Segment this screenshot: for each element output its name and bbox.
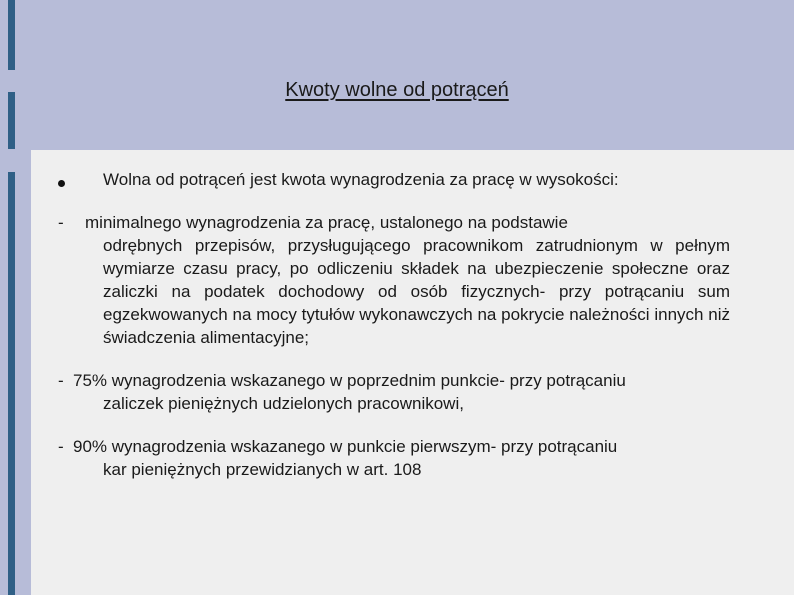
bullet-dot-icon	[58, 180, 65, 187]
intro-text: Wolna od potrąceń jest kwota wynagrodzenia za pracę w wysokości:	[103, 170, 619, 189]
dash-marker: -	[58, 213, 64, 232]
list-item-first-line: 75% wynagrodzenia wskazanego w poprzednim punkcie- przy potrącaniu	[73, 371, 626, 390]
list-item-text: zaliczek pieniężnych udzielonych pracownikowi,	[103, 394, 464, 413]
list-item	[58, 369, 730, 415]
list-item-first-line: minimalnego wynagrodzenia za pracę, ustalonego na podstawie	[85, 213, 568, 232]
list-item-text: kar pieniężnych przewidzianych w art. 108	[103, 460, 422, 479]
list-item	[58, 211, 730, 349]
list-item	[58, 435, 730, 481]
slide-title: Kwoty wolne od potrąceń	[285, 79, 509, 101]
list-item-text: odrębnych przepisów, przysługującego pracownikom zatrudnionym w pełnym wymiarze czasu pracy, po odliczeniu składek na ubezpieczenie społeczne oraz zaliczki na podatek dochodowy od osób fizycznych- przy potrącaniu sum egzekwowanych na mocy tytułów wykonawczych na pokrycie należności innych niż świadczenia alimentacyjne;	[103, 236, 730, 347]
accent-bar-bottom	[8, 172, 15, 595]
accent-bar-top	[8, 0, 15, 70]
dash-marker: -	[58, 371, 64, 390]
list-item-first-line: 90% wynagrodzenia wskazanego w punkcie pierwszym- przy potrącaniu	[73, 437, 618, 456]
dash-marker: -	[58, 437, 64, 456]
